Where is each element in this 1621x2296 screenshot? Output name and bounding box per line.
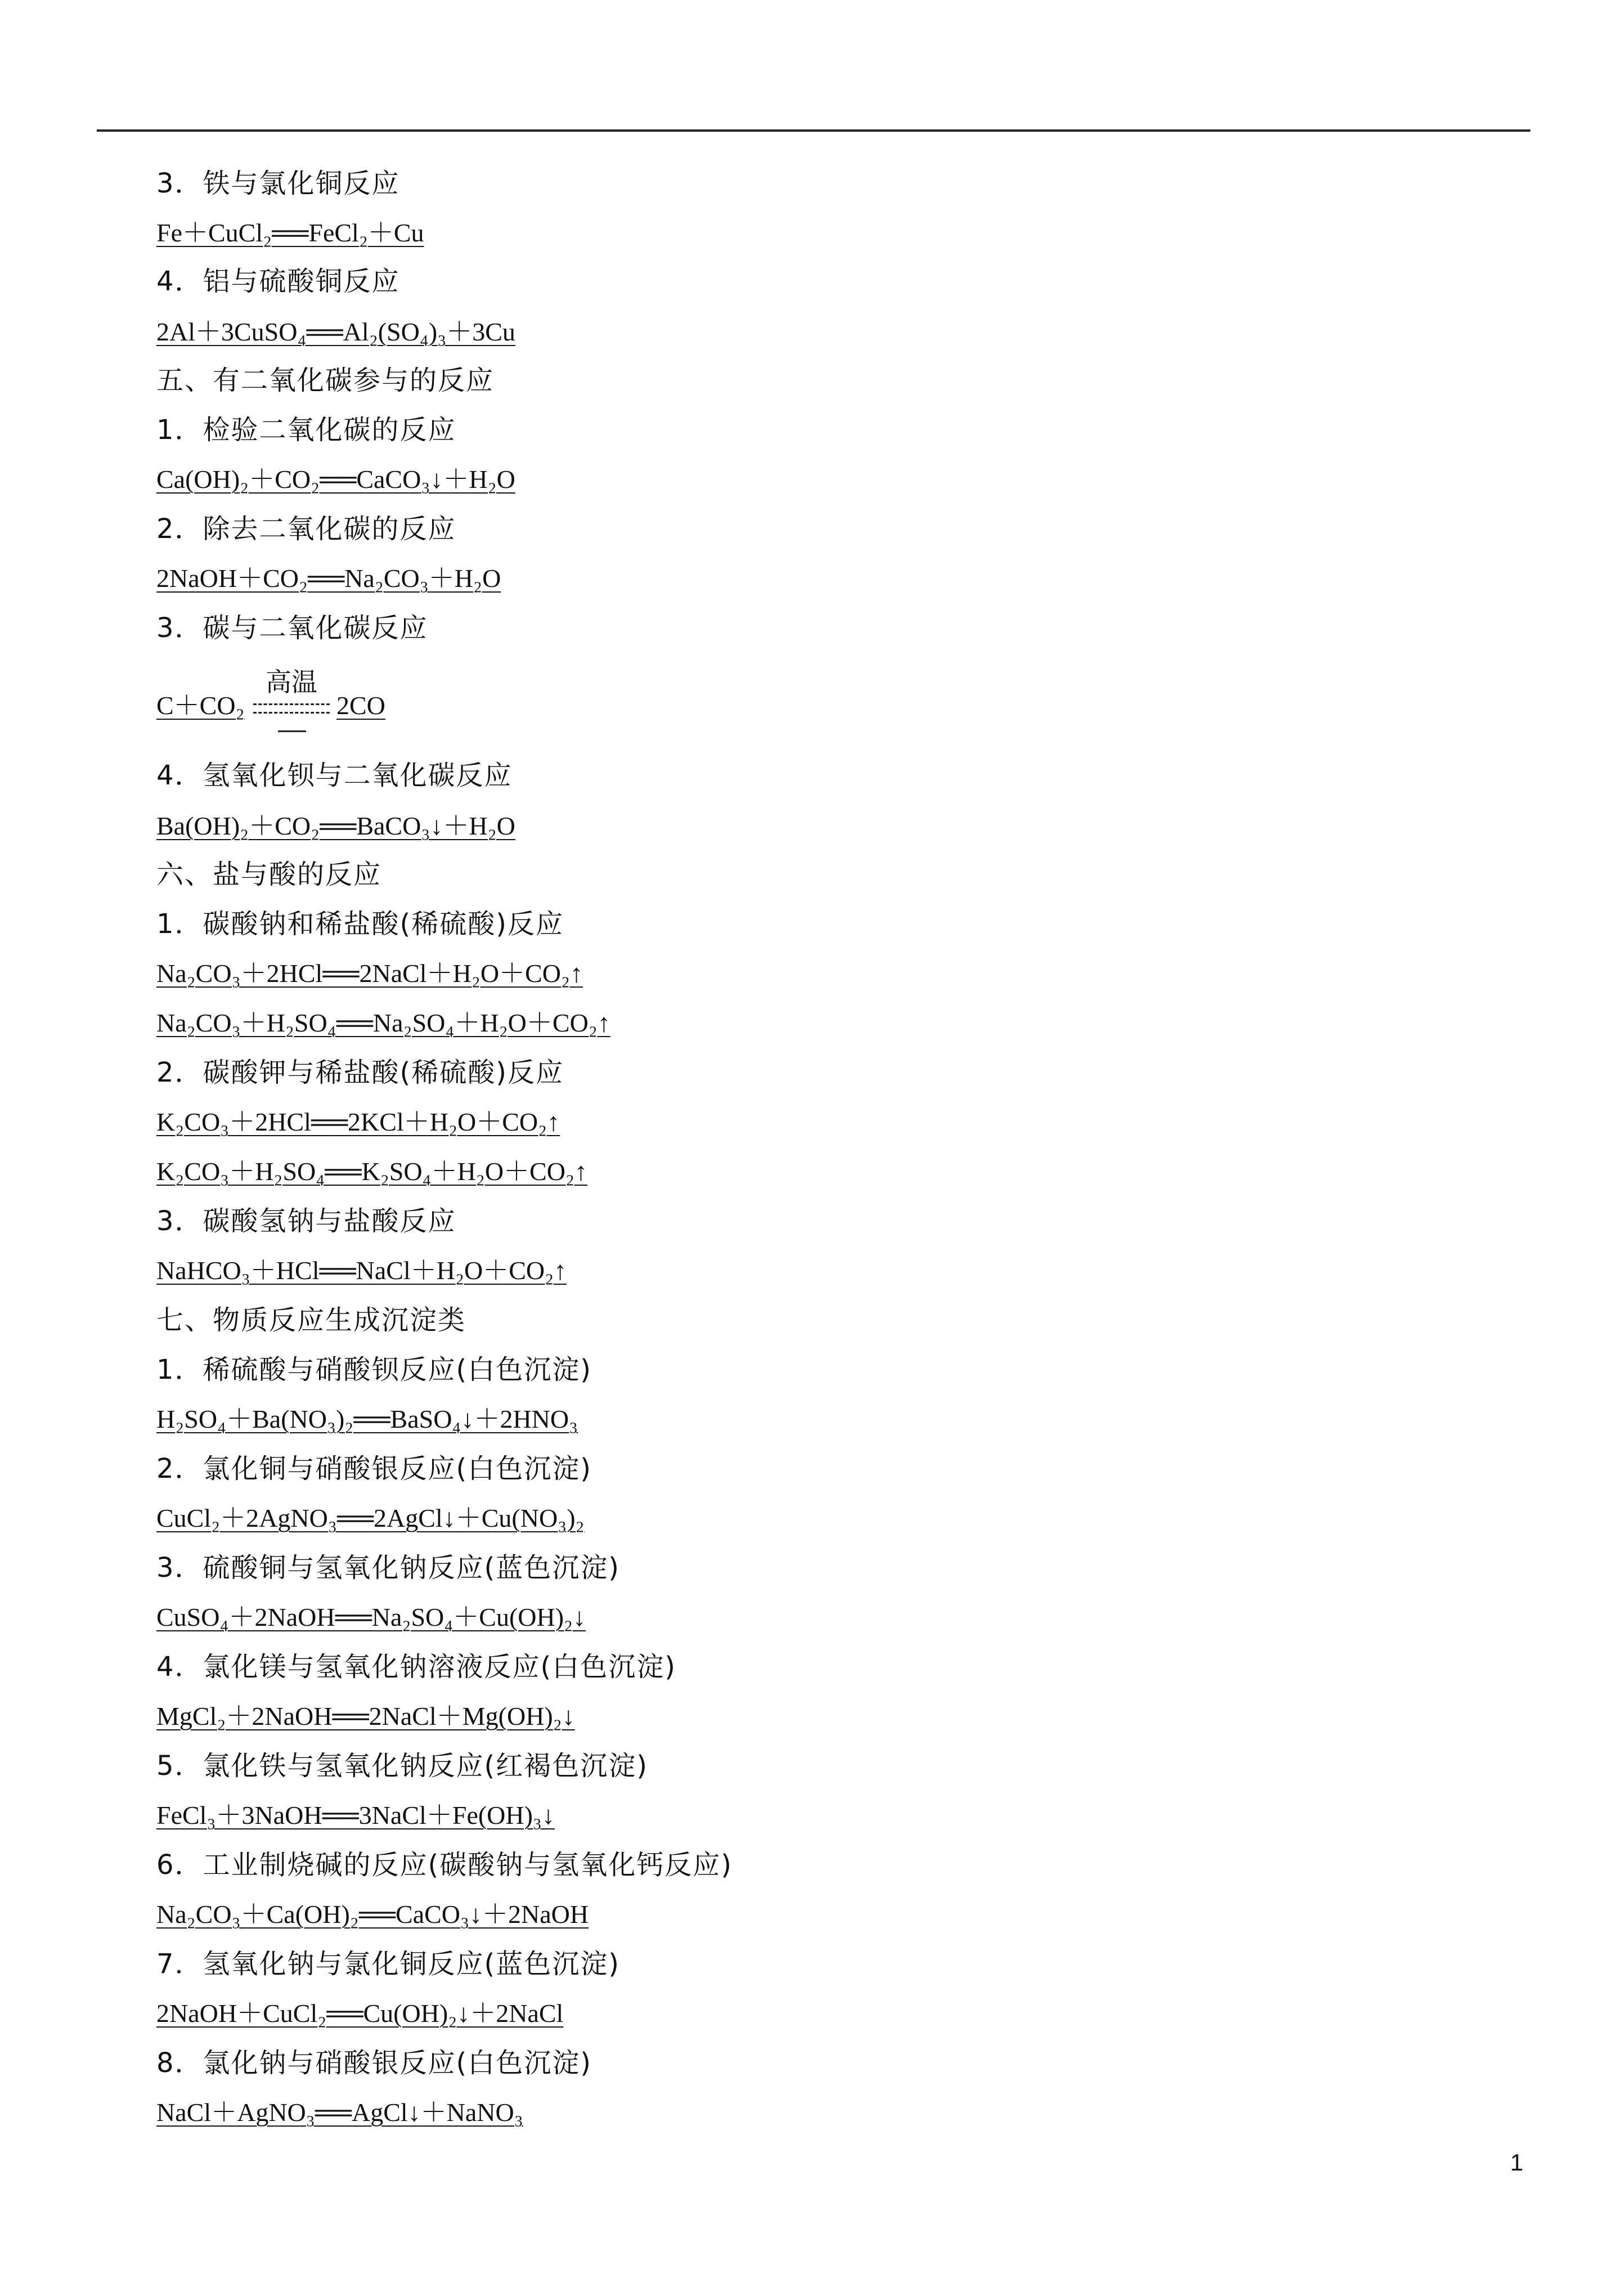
- reaction-heading: 5．氯化铁与氢氧化钠反应(红褐色沉淀): [156, 1750, 648, 1782]
- reaction-heading: 3．碳酸氢钠与盐酸反应: [156, 1205, 456, 1237]
- header-rule: [97, 129, 1530, 132]
- chemical-equation: 2NaOH＋CuCl₂══Cu(OH)₂↓＋2NaCl: [156, 1999, 564, 2028]
- reaction-heading: 3．碳与二氧化碳反应: [156, 612, 428, 644]
- reaction-heading: 4．铝与硫酸铜反应: [156, 266, 400, 297]
- conditional-equation: [156, 666, 550, 739]
- reaction-arrow: [253, 703, 330, 714]
- reaction-heading: 8．氯化钠与硝酸银反应(白色沉淀): [156, 2047, 592, 2079]
- reaction-arrow-base: [278, 730, 306, 732]
- chemical-equation: NaHCO₃＋HCl══NaCl＋H₂O＋CO₂↑: [156, 1256, 567, 1285]
- equation-reactants: C＋CO₂: [156, 691, 245, 720]
- section-title: 五、有二氧化碳参与的反应: [156, 365, 495, 396]
- reaction-heading: 3．铁与氯化铜反应: [156, 168, 400, 199]
- chemical-equation: K₂CO₃＋H₂SO₄══K₂SO₄＋H₂O＋CO₂↑: [156, 1157, 587, 1186]
- section-title: 七、物质反应生成沉淀类: [156, 1304, 466, 1336]
- reaction-condition: 高温: [266, 667, 317, 697]
- chemical-equation: NaCl＋AgNO₃══AgCl↓＋NaNO₃: [156, 2098, 523, 2127]
- chemical-equation: Fe＋CuCl₂══FeCl₂＋Cu: [156, 218, 424, 247]
- chemical-equation: FeCl₃＋3NaOH══3NaCl＋Fe(OH)₃↓: [156, 1801, 555, 1829]
- chemical-equation: Na₂CO₃＋2HCl══2NaCl＋H₂O＋CO₂↑: [156, 959, 583, 988]
- chemical-equation: 2Al＋3CuSO₄══Al₂(SO₄)₃＋3Cu: [156, 317, 515, 346]
- section-title: 六、盐与酸的反应: [156, 859, 382, 890]
- chemical-equation: Na₂CO₃＋H₂SO₄══Na₂SO₄＋H₂O＋CO₂↑: [156, 1008, 610, 1037]
- chemical-equation: CuCl₂＋2AgNO₃══2AgCl↓＋Cu(NO₃)₂: [156, 1504, 585, 1532]
- chemical-equation: H₂SO₄＋Ba(NO₃)₂══BaSO₄↓＋2HNO₃: [156, 1405, 578, 1433]
- reaction-heading: 1．碳酸钠和稀盐酸(稀硫酸)反应: [156, 908, 564, 940]
- reaction-heading: 1．检验二氧化碳的反应: [156, 414, 456, 446]
- reaction-heading: 6．工业制烧碱的反应(碳酸钠与氢氧化钙反应): [156, 1849, 733, 1881]
- reaction-heading: 2．氯化铜与硝酸银反应(白色沉淀): [156, 1453, 592, 1485]
- page-number: 1: [1510, 2149, 1524, 2176]
- chemical-equation: 2NaOH＋CO₂══Na₂CO₃＋H₂O: [156, 564, 501, 593]
- reaction-heading: 3．硫酸铜与氢氧化钠反应(蓝色沉淀): [156, 1552, 620, 1584]
- equation-products: 2CO: [336, 691, 385, 720]
- reaction-heading: 2．碳酸钾与稀盐酸(稀硫酸)反应: [156, 1057, 564, 1088]
- reaction-heading: 7．氢氧化钠与氯化铜反应(蓝色沉淀): [156, 1948, 620, 1980]
- reaction-heading: 1．稀硫酸与硝酸钡反应(白色沉淀): [156, 1354, 592, 1385]
- chemical-equation: Ca(OH)₂＋CO₂══CaCO₃↓＋H₂O: [156, 465, 515, 494]
- chemical-equation: Na₂CO₃＋Ca(OH)₂══CaCO₃↓＋2NaOH: [156, 1900, 589, 1929]
- chemical-equation: CuSO₄＋2NaOH══Na₂SO₄＋Cu(OH)₂↓: [156, 1603, 586, 1631]
- chemical-equation: K₂CO₃＋2HCl══2KCl＋H₂O＋CO₂↑: [156, 1107, 560, 1136]
- reaction-heading: 4．氢氧化钡与二氧化碳反应: [156, 760, 513, 791]
- reaction-heading: 2．除去二氧化碳的反应: [156, 513, 456, 545]
- chemical-equation: MgCl₂＋2NaOH══2NaCl＋Mg(OH)₂↓: [156, 1702, 575, 1730]
- chemical-equation: Ba(OH)₂＋CO₂══BaCO₃↓＋H₂O: [156, 811, 515, 840]
- reaction-heading: 4．氯化镁与氢氧化钠溶液反应(白色沉淀): [156, 1651, 676, 1683]
